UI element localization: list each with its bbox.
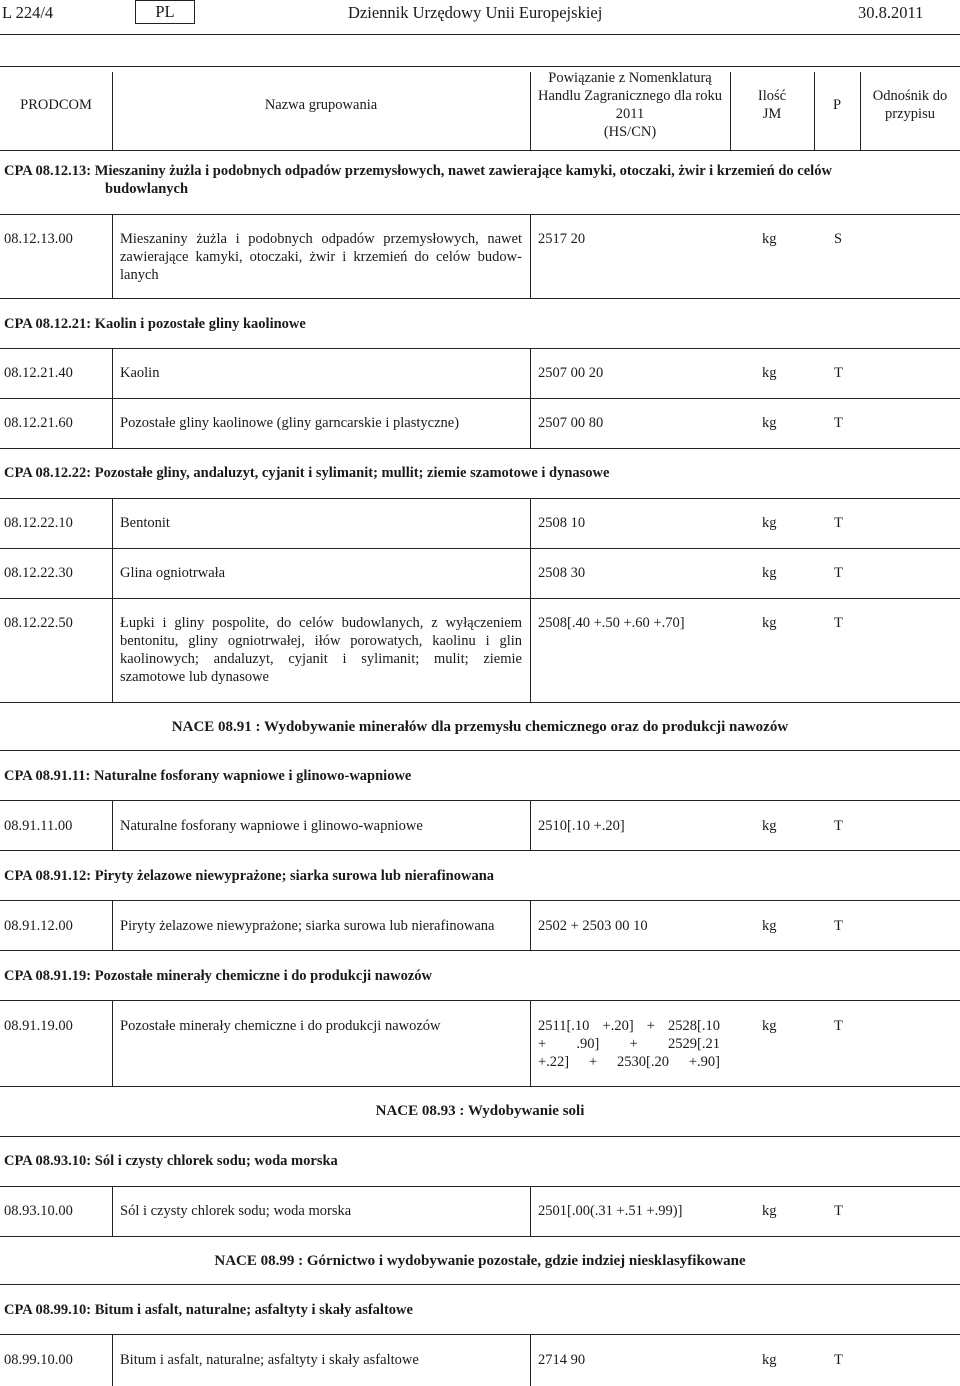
prodcom-code: 08.91.11.00 — [4, 818, 73, 834]
unit: kg — [762, 515, 777, 531]
hs-code: 2507 00 80 — [538, 415, 604, 431]
row-rule — [0, 598, 960, 599]
prodcom-code: 08.91.19.00 — [4, 1018, 73, 1034]
prodcom-code: 08.12.13.00 — [4, 231, 73, 247]
cpa-heading: CPA 08.12.21: Kaolin i pozostałe gliny kaolinowe — [4, 316, 306, 332]
col-divider — [112, 72, 113, 150]
prodcom-code: 08.91.12.00 — [4, 918, 73, 934]
hs-code: 2502 + 2503 00 10 — [538, 918, 648, 934]
p-value: T — [834, 615, 843, 631]
product-name: Piryty żelazowe niewyprażone; siarka surowa lub nierafinowana — [120, 918, 495, 934]
col-footnote: Odnośnik do przypisu — [872, 88, 948, 122]
p-value: T — [834, 1018, 843, 1034]
row-rule — [0, 498, 960, 499]
col-prodcom: PRODCOM — [20, 97, 92, 113]
row-rule — [0, 1136, 960, 1137]
col-divider — [112, 398, 113, 448]
cpa-heading: CPA 08.91.19: Pozostałe minerały chemiczne i do produkcji nawozów — [4, 968, 432, 984]
hs-code: 2511[.10 +.20] + 2528[.10 + .90] + 2529[.21 +.22] + 2530[.20 +.90] — [538, 1018, 720, 1070]
prodcom-code: 08.12.21.60 — [4, 415, 73, 431]
row-rule — [0, 1334, 960, 1335]
product-name: Glina ogniotrwała — [120, 565, 226, 581]
hs-code: 2508[.40 +.50 +.60 +.70] — [538, 615, 685, 631]
cpa-heading: CPA 08.12.22: Pozostałe gliny, andaluzyt, cyjanit i sylimanit; mullit; ziemie szamotowe i dynasowe — [4, 465, 610, 481]
product-name: Sól i czysty chlorek sodu; woda morska — [120, 1203, 352, 1219]
table-top-rule — [0, 66, 960, 67]
col-divider — [112, 1000, 113, 1086]
unit: kg — [762, 415, 777, 431]
unit: kg — [762, 565, 777, 581]
row-rule — [0, 900, 960, 901]
col-divider — [112, 1186, 113, 1236]
unit: kg — [762, 1352, 777, 1368]
row-rule — [0, 1000, 960, 1001]
hs-code: 2517 20 — [538, 231, 586, 247]
column-header — [0, 72, 960, 138]
col-divider — [860, 72, 861, 150]
row-rule — [0, 1086, 960, 1087]
cpa-heading: CPA 08.91.11: Naturalne fosforany wapniowe i glinowo-wapniowe — [4, 768, 412, 784]
col-divider — [530, 900, 531, 950]
row-rule — [0, 1284, 960, 1285]
row-rule — [0, 548, 960, 549]
row-rule — [0, 950, 960, 951]
product-name: Mieszaniny żużla i podobnych odpadów przemysłowych, nawet zawierające kamyki, otoczaki, żwir i krzemień do celów budow- lanych — [120, 231, 522, 283]
row-rule — [0, 298, 960, 299]
product-name: Bitum i asfalt, naturalne; asfaltyty i skały asfaltowe — [120, 1352, 419, 1368]
col-divider — [530, 598, 531, 702]
col-hs: Powiązanie z Nomenklaturą Handlu Zagranicznego dla roku 2011 (HS/CN) — [538, 70, 722, 140]
language-badge: PL — [135, 0, 195, 24]
p-value: T — [834, 565, 843, 581]
hs-code: 2714 90 — [538, 1352, 586, 1368]
col-divider — [530, 548, 531, 598]
row-rule — [0, 850, 960, 851]
col-divider — [112, 800, 113, 850]
journal-title: Dziennik Urzędowy Unii Europejskiej — [348, 3, 603, 22]
row-rule — [0, 702, 960, 703]
p-value: T — [834, 1203, 843, 1219]
cpa-heading: CPA 08.91.12: Piryty żelazowe niewyprażone; siarka surowa lub nierafinowana — [4, 868, 495, 884]
p-value: T — [834, 515, 843, 531]
product-name: Bentonit — [120, 515, 170, 531]
nace-heading: NACE 08.99 : Górnictwo i wydobywanie pozostałe, gdzie indziej niesklasyfikowane — [214, 1253, 746, 1269]
unit: kg — [762, 1203, 777, 1219]
col-divider — [112, 348, 113, 398]
col-divider — [530, 348, 531, 398]
col-divider — [112, 900, 113, 950]
unit: kg — [762, 365, 777, 381]
hs-code: 2508 30 — [538, 565, 586, 581]
header-bottom-rule — [0, 150, 960, 151]
col-divider — [814, 72, 815, 150]
col-name: Nazwa grupowania — [264, 97, 378, 113]
p-value: T — [834, 918, 843, 934]
col-divider — [112, 214, 113, 298]
p-value: T — [834, 1352, 843, 1368]
row-rule — [0, 800, 960, 801]
col-divider — [530, 498, 531, 548]
hs-code: 2510[.10 +.20] — [538, 818, 625, 834]
nace-heading: NACE 08.91 : Wydobywanie minerałów dla przemysłu chemicznego oraz do produkcji nawozów — [171, 719, 789, 735]
row-rule — [0, 214, 960, 215]
unit: kg — [762, 818, 777, 834]
row-rule — [0, 1236, 960, 1237]
unit: kg — [762, 615, 777, 631]
unit: kg — [762, 1018, 777, 1034]
p-value: S — [834, 231, 843, 247]
nace-heading: NACE 08.93 : Wydobywanie soli — [375, 1103, 585, 1119]
col-divider — [112, 498, 113, 548]
product-name: Naturalne fosforany wapniowe i glinowo-wapniowe — [120, 818, 423, 834]
col-p: P — [832, 97, 842, 113]
col-divider — [530, 72, 531, 150]
p-value: T — [834, 365, 843, 381]
prodcom-code: 08.12.22.10 — [4, 515, 73, 531]
row-rule — [0, 750, 960, 751]
prodcom-code: 08.12.22.30 — [4, 565, 73, 581]
product-name: Pozostałe gliny kaolinowe (gliny garncarskie i plastyczne) — [120, 415, 460, 431]
prodcom-code: 08.93.10.00 — [4, 1203, 73, 1219]
col-divider — [112, 548, 113, 598]
page-ref: L 224/4 — [2, 3, 54, 22]
p-value: T — [834, 415, 843, 431]
col-divider — [530, 800, 531, 850]
row-rule — [0, 398, 960, 399]
product-name: Kaolin — [120, 365, 160, 381]
col-divider — [530, 1334, 531, 1386]
col-unit: Ilość JM — [757, 88, 787, 122]
col-divider — [112, 598, 113, 702]
publication-date: 30.8.2011 — [858, 3, 924, 22]
cpa-heading: CPA 08.12.13: Mieszaniny żużla i podobnych odpadów przemysłowych, nawet zawierające kamyki, otoczaki, żwir i krzemień do celów budowlanych — [4, 163, 832, 197]
prodcom-code: 08.12.21.40 — [4, 365, 73, 381]
col-divider — [530, 1186, 531, 1236]
col-divider — [730, 72, 731, 150]
product-name: Łupki i gliny pospolite, do celów budowlanych, z wyłączeniem bentonitu, gliny ogniotrwałej, iłów porowatych, kaolinu i glin kaolinowych; andaluzyt, cyjanit i sylimanit; mulit; ziemie szamotowe lub dynasowe — [120, 615, 522, 685]
row-rule — [0, 348, 960, 349]
row-rule — [0, 1186, 960, 1187]
col-divider — [112, 1334, 113, 1386]
cpa-heading: CPA 08.99.10: Bitum i asfalt, naturalne; asfaltyty i skały asfaltowe — [4, 1302, 413, 1318]
unit: kg — [762, 918, 777, 934]
row-rule — [0, 448, 960, 449]
cpa-heading: CPA 08.93.10: Sól i czysty chlorek sodu; woda morska — [4, 1153, 338, 1169]
prodcom-code: 08.12.22.50 — [4, 615, 73, 631]
header-rule — [0, 34, 960, 35]
unit: kg — [762, 231, 777, 247]
p-value: T — [834, 818, 843, 834]
hs-code: 2507 00 20 — [538, 365, 604, 381]
col-divider — [530, 398, 531, 448]
hs-code: 2508 10 — [538, 515, 586, 531]
product-name: Pozostałe minerały chemiczne i do produkcji nawozów — [120, 1018, 441, 1034]
col-divider — [530, 1000, 531, 1086]
hs-code: 2501[.00(.31 +.51 +.99)] — [538, 1203, 683, 1219]
prodcom-code: 08.99.10.00 — [4, 1352, 73, 1368]
col-divider — [530, 214, 531, 298]
